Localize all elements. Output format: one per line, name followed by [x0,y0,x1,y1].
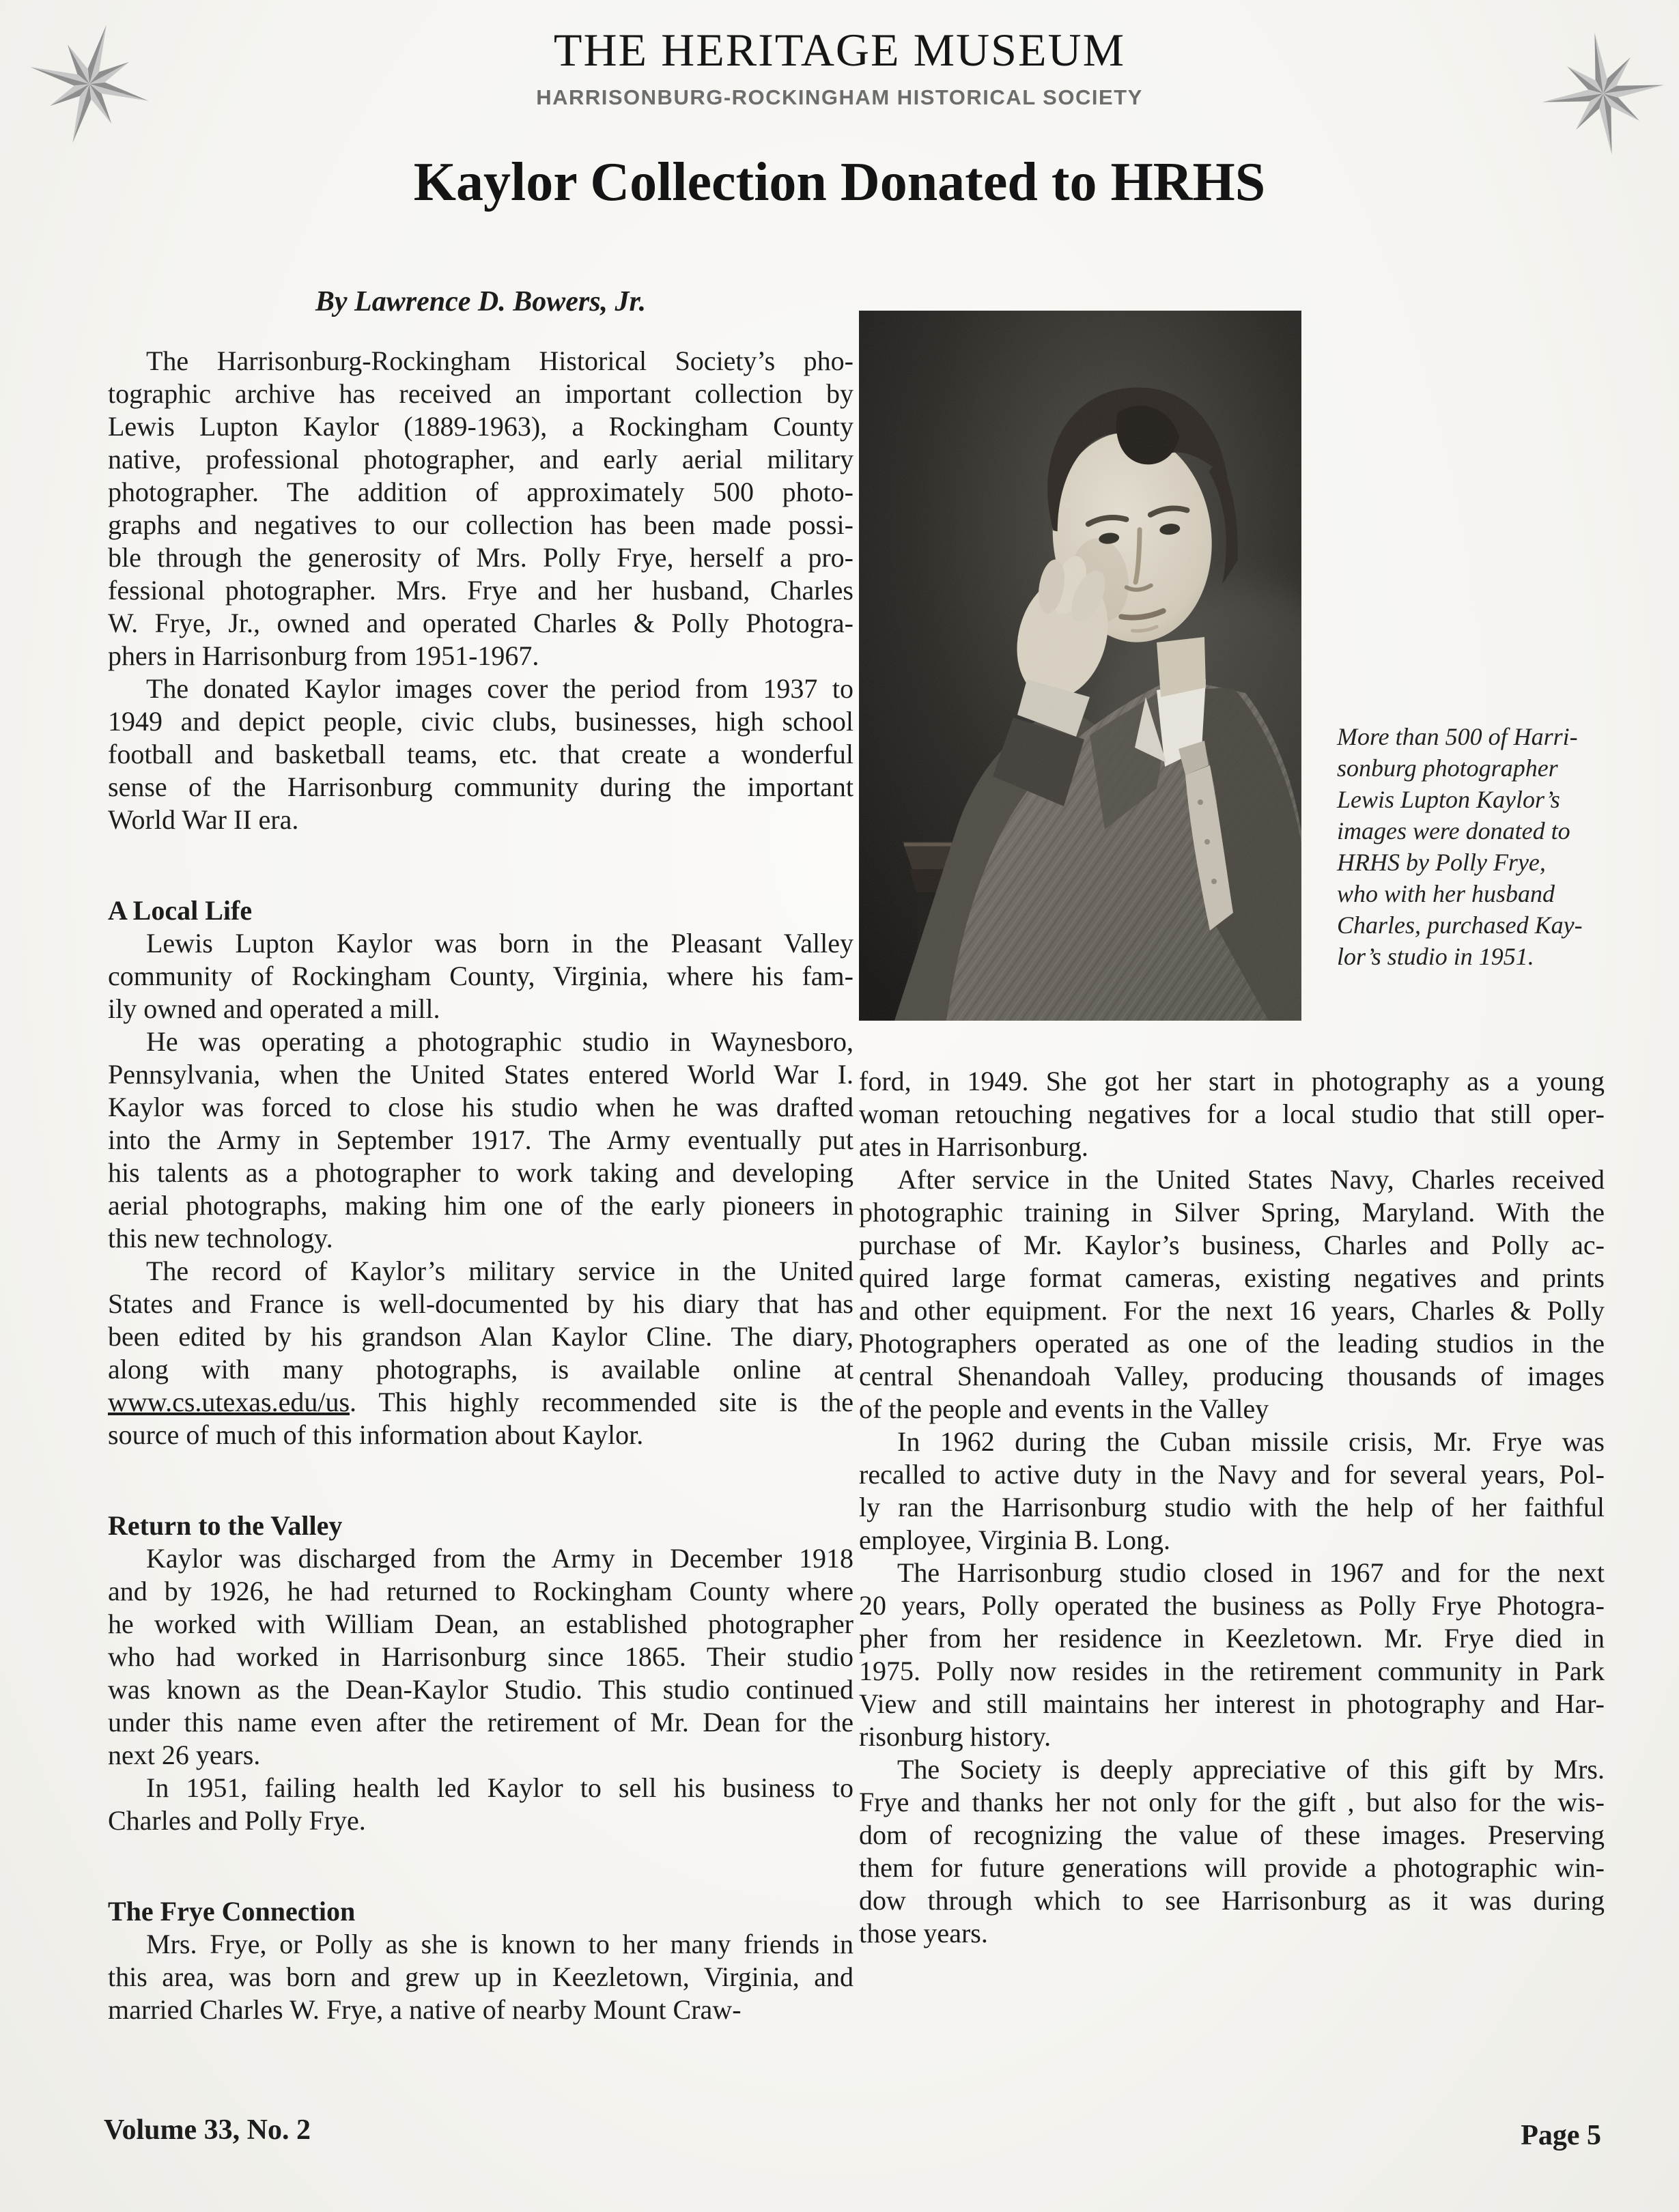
paragraph-mount-crawford: ford, in 1949. She got her start in photography as a young woman retouching negatives for a local studio that still oper- ates in Harrisonburg. [859,1066,1605,1162]
paragraph-navy-training: After service in the United States Navy, Charles received photographic training in Silver Spring, Maryland. With the purchase of Mr. Kaylor’s business, Charles and Polly ac- quired large format cameras, existing negatives and prints and other equipment. For the next 16 years, Charles & Polly Photographers operated as one of the leading studios in the central Shenandoah Valley, producing thousands of images of the people and events in the Valley [859,1164,1605,1424]
museum-title: THE HERITAGE MUSEUM [553,24,1126,76]
paragraph-waynesboro-studio: He was operating a photographic studio in Waynesboro, Pennsylvania, when the United States entered World War I. Kaylor was forced to close his studio when he was drafted into the Army in September 1917. The Army eventually put his talents as a photographer to work taking and developing aerial photographs, making him one of the early pioneers in this new technology. [108,1026,853,1253]
paragraph-collection-intro: The Harrisonburg-Rockingham Historical Society’s pho- tographic archive has received an important collection by Lewis Lupton Kaylor (1889-1963), a Rockingham County native, professional photographer, and early aerial military photographer. The addition of approximately 500 photo- graphs and negatives to our collection has been made possi- ble through the generosity of Mrs. Polly Frye, herself a pro- fessional photographer. Mrs. Frye and her husband, Charles W. Frye, Jr., owned and operated Charles & Polly Photogra- phers in Harrisonburg from 1951-1967. [108,345,853,671]
right-column [859,1065,1605,1950]
paragraph-donated-images: The donated Kaylor images cover the period from 1937 to 1949 and depict people, civic clubs, businesses, high school football and basketball teams, etc. that create a wonderful sense of the Harrisonburg community during the important World War II era. [108,673,853,835]
paragraph-studio-closed: The Harrisonburg studio closed in 1967 and for the next 20 years, Polly operated the business as Polly Frye Photogra- pher from her residence in Keezletown. Mr. Frye died in 1975. Polly now resides in the retirement community in Park View and still maintains her interest in photography and Har- risonburg history. [859,1557,1605,1752]
paragraph-society-thanks: The Society is deeply appreciative of this gift by Mrs. Frye and thanks her not only for the gift , but also for the wis- dom of recognizing the value of these images. Preserving them for future generations will provide a photographic win- dow through which to see Harrisonburg as it was during those years. [859,1754,1605,1948]
footer-page-number: Page 5 [1521,2120,1601,2151]
paragraph-sale-1951: In 1951, failing health led Kaylor to sell his business to Charles and Polly Frye. [108,1772,853,1836]
article-title: Kaylor Collection Donated to HRHS [413,152,1266,212]
section-heading-frye-connection: The Frye Connection [108,1896,356,1927]
paragraph-cuban-missile: In 1962 during the Cuban missile crisis, Mr. Frye was recalled to active duty in the Navy and for several years, Pol- ly ran the Harrisonburg studio with the help of her faithful employee, Virginia B. Long. [859,1426,1605,1555]
footer-volume: Volume 33, No. 2 [104,2114,311,2146]
masthead [0,23,1679,110]
paragraph-birth: Lewis Lupton Kaylor was born in the Pleasant Valley community of Rockingham County, Virginia, where his fam- ily owned and operated a mill. [108,928,853,1024]
section-heading-local-life: A Local Life [108,895,253,926]
section-heading-return-valley: Return to the Valley [108,1510,343,1541]
paragraph-military-record: The record of Kaylor’s military service in the United States and France is well-documented by his diary that has been edited by his grandson Alan Kaylor Cline. The diary, along with many photographs, is available online at www.cs.utexas.edu/us. This highly recommended site is the source of much of this information about Kaylor. [108,1256,853,1450]
photo-caption: More than 500 of Harri- sonburg photographer Lewis Lupton Kaylor’s images were donated to HRHS by Polly Frye, who with her husband Charles, purchased Kay- lor’s studio in 1951. [1337,723,1583,970]
portrait-photo [859,311,1301,1021]
left-column [108,345,853,2026]
byline: By Lawrence D. Bowers, Jr. [315,286,647,317]
paragraph-mrs-frye: Mrs. Frye, or Polly as she is known to her many friends in this area, was born and grew up in Keezletown, Virginia, and married Charles W. Frye, a native of nearby Mount Craw- [108,1929,853,2025]
society-subtitle: HARRISONBURG-ROCKINGHAM HISTORICAL SOCIETY [536,85,1143,109]
paragraph-discharge: Kaylor was discharged from the Army in December 1918 and by 1926, he had returned to Rockingham County where he worked with William Dean, an established photographer who had worked in Harrisonburg since 1865. Their studio was known as the Dean-Kaylor Studio. This studio continued under this name even after the retirement of Mr. Dean for the next 26 years. [108,1543,853,1770]
